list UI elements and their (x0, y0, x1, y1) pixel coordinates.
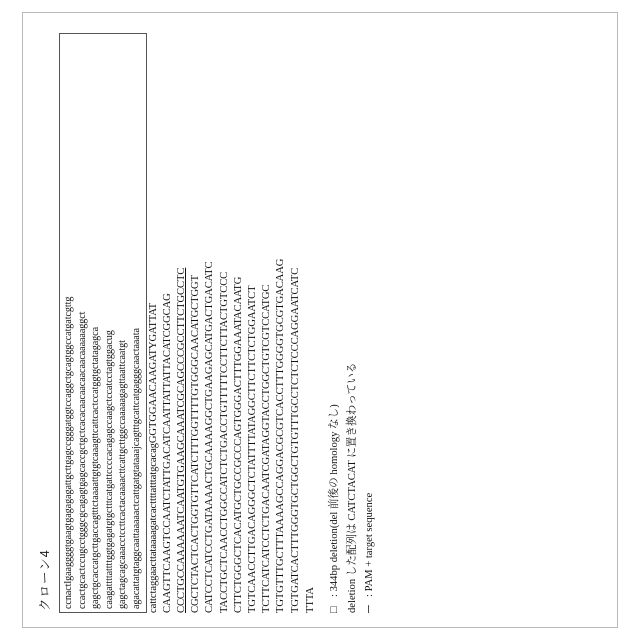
legend-item-label: : 344bp deletion(del 前後の homology なし) (329, 404, 340, 597)
sequence-line: agacattatgtaggcaattaaaaactcattgatgtataaajcagtttgcattcatgagggcaactaaata (130, 328, 142, 609)
sequence-block (147, 33, 318, 613)
sequence-line: caagattttattttggtgagatgtgctttcatgattccccacagagccaagctccatcctagtggacug (103, 330, 115, 609)
sequence-line: TGTCAACCTTGACAGGGCTCTATTTTATAGGCTTCTTCTCTGGAATCT (246, 285, 258, 613)
sequence-line: CGCTCTACTCACTGGTGTTCATCTTTGGTTTTGTGGGCAACATGCTGGT (190, 275, 202, 613)
boxed-sequence-block (59, 33, 147, 613)
legend-item (362, 27, 378, 613)
sequence-line: TTTA (304, 587, 316, 613)
legend-item (345, 27, 361, 613)
sequence-line: CAAGTTCAAGTCCAATCTATTGACATCAATTATTATTACATCGGCAG (161, 293, 173, 613)
rotated-content-wrapper (23, 13, 619, 629)
legend-item-label: deletion した配列は CATCTACAT に置き換わっている (346, 362, 358, 613)
dash-icon (362, 597, 378, 613)
sequence-line: cattctaggaacttataaaagatcacttttatttatgcacagGGTGGAACAAGATYGATTAT (147, 302, 159, 613)
document-body (23, 13, 619, 629)
sequence-line: gagctagcagcaaacctccttcactacaaaacttcattgcttggccaaaaagagttaattcaatgt (117, 340, 129, 609)
document-frame (22, 12, 618, 628)
sequence-line: TCTTCATCATCCTCTGACAATCGATAGGTACCTGGCTGTCGTCCATGC (261, 284, 273, 613)
square-icon (327, 597, 343, 613)
sequence-line: CTTCTGGGCTCACATGCTGCCGCCCAGTGGGACTTTGGAAATACAATG (232, 276, 244, 613)
sequence-line: gagctgcaccatgcttgaccagtttctaaaattgtgtcaaagttcattcactccatggtgctatagagca (90, 326, 102, 609)
sequence-line: CATCCTCATCCTGATAAAACTGCAAAAGGCTGAAGAGCATGACTGACATC (204, 261, 216, 613)
legend-item (327, 27, 343, 613)
sequence-line: TGTGTTTGCTTTAAAAGCCAGGACGCGTCACCTTTGGGGTGCGTGACAAG (275, 258, 287, 613)
sequence-line-underlined: CCCTGCCAAAAAATCAATGTGAAGCAAATCGCAGCCCGCCTTCTGCCTC (175, 267, 187, 613)
sequence-line: TACCTGCTCAACCTGGCCATCTCTGACCTGTTTTTCCTTCTTACTGTCCC (218, 271, 230, 613)
sequence-line: ccactgcactccugcctgggcgcagagtgagcaccgctgctcacacaacaacaacaacaaaaaaggct (76, 311, 88, 609)
sequence-line: TGTGATCACTTTGGGTGCTGGCTGTGTTTGCCTCTCTCCCAGGAATCATC (289, 267, 301, 613)
legend-item-label: : PAM + target sequence (364, 492, 375, 597)
page-title: クローン4 (38, 549, 52, 611)
legend-block (327, 27, 378, 613)
sequence-line: ccnactlgaaggggtgaagtgagagagattgcttgagccgggatggtccaggctgcagtggccatgatcgttg (63, 296, 74, 609)
